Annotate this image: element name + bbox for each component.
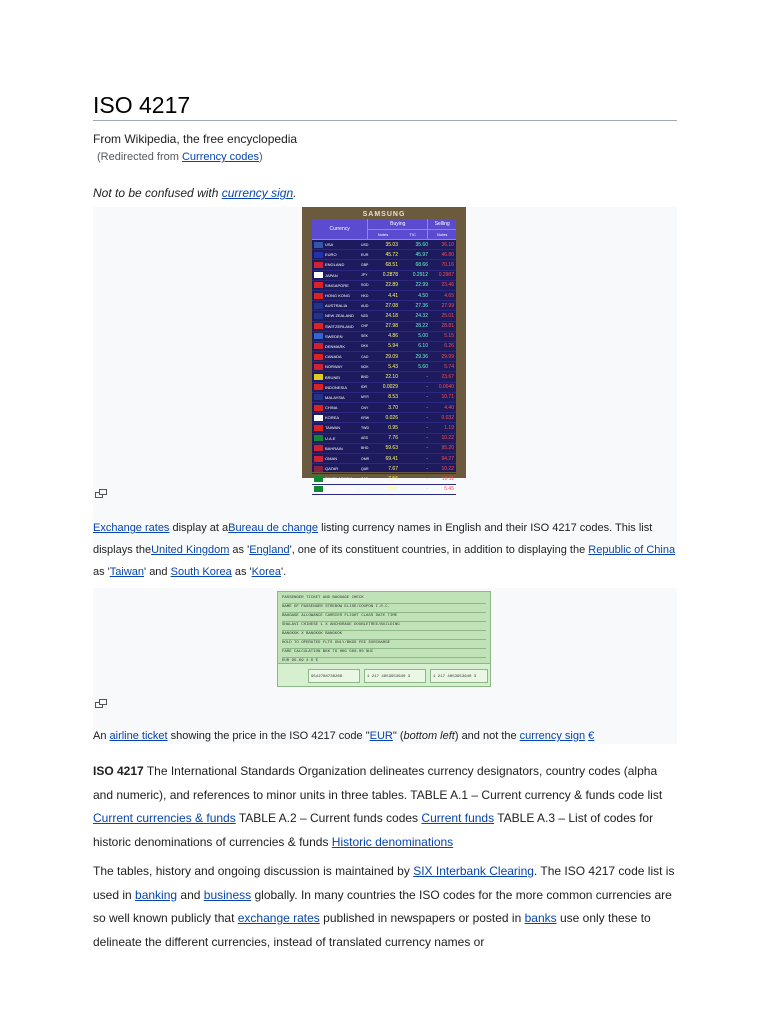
hatnote-link[interactable]: currency sign	[221, 186, 294, 200]
flag-icon	[314, 343, 323, 349]
board-currency-code: NZD	[361, 313, 369, 318]
board-row	[312, 474, 456, 484]
flag-icon	[314, 364, 323, 370]
board-currency-name: KOREA	[325, 415, 340, 421]
ticket-rule	[282, 630, 486, 631]
board-row	[312, 342, 456, 352]
board-currency-name: NEW ZEALAND	[325, 313, 354, 319]
board-currency-name: HONG KONG	[325, 293, 350, 299]
figure-caption-2	[93, 725, 677, 747]
board-currency-code: TWD	[361, 425, 369, 430]
board-currency-code: EUR	[361, 252, 369, 257]
board-currency-name: EURO	[325, 252, 337, 258]
board-currency-code: BHD	[361, 446, 369, 451]
board-row	[312, 352, 456, 362]
caption-link-south-korea[interactable]: South Korea	[170, 566, 232, 578]
board-currency-code: HKD	[361, 293, 369, 298]
board-currency-name: NORWAY	[325, 364, 343, 370]
flag-icon	[314, 476, 323, 482]
board-currency-code: DKK	[361, 344, 369, 349]
board-sell-notes: 10.22	[441, 465, 454, 472]
caption-link-england[interactable]: England	[249, 544, 290, 556]
flag-icon	[314, 354, 323, 360]
board-header-currency: Currency	[329, 226, 350, 232]
flag-icon	[314, 262, 323, 268]
board-currency-code: QAR	[361, 466, 369, 471]
board-currency-code: SGD	[361, 283, 369, 288]
board-row	[312, 311, 456, 321]
board-sell-notes: 23.46	[441, 282, 454, 289]
board-buy-tc: 6.10	[418, 343, 428, 350]
board-row	[312, 250, 456, 260]
ticket-line: SHALAVI CHINESE 1 X ANCHORAGE DOUBLETREE/BUILDING	[282, 623, 400, 627]
flag-icon	[314, 445, 323, 451]
board-screen	[312, 219, 456, 493]
caption-text: as '	[93, 566, 110, 578]
board-buy-notes: 0.95	[388, 424, 398, 431]
board-buy-notes: 27.98	[385, 323, 398, 330]
link-business[interactable]: business	[203, 887, 252, 902]
board-sell-notes: 0.0040	[438, 384, 454, 391]
board-currency-code: AUD	[361, 303, 369, 308]
board-header-selling: Selling	[428, 219, 456, 230]
ticket-line: NAME OF PASSENGER STREBOW ELISE/COUPON I.R.C.	[282, 605, 391, 609]
board-sell-notes: 94.27	[441, 455, 454, 462]
board-currency-name: USA	[325, 242, 334, 248]
caption-italic: bottom left	[403, 730, 455, 742]
paragraph-text: TABLE A.3 – List of codes for historic denominations of currencies & funds	[93, 811, 654, 849]
bold-term: ISO 4217	[93, 764, 144, 778]
link-current-funds[interactable]: Current funds	[421, 811, 495, 825]
link-banks[interactable]: banks	[524, 911, 557, 925]
ticket-code-box: 1 217 4853953640 3	[364, 669, 426, 683]
board-currency-name: MALAYSIA	[325, 394, 345, 400]
site-tagline: From Wikipedia, the free encyclopedia	[93, 132, 298, 146]
hatnote-suffix: .	[293, 186, 297, 200]
board-buy-tc: 4.50	[418, 292, 428, 299]
board-header-buying-sub	[368, 230, 427, 239]
board-header-notes: Notes	[377, 232, 389, 237]
board-sell-notes: 5.15	[444, 333, 454, 340]
caption-link-currency-sign[interactable]: currency sign	[519, 730, 586, 742]
board-sell-notes: 46.80	[441, 251, 454, 258]
board-rows	[312, 240, 456, 495]
caption-link-exchange-rates[interactable]: Exchange rates	[93, 522, 170, 534]
board-buy-tc: -	[426, 486, 428, 493]
paragraph-text: The International Standards Organization delineates currency designators, country codes (alpha and numeric), and references to minor units in three tables. TABLE A.1 – Current currency & funds code list	[93, 764, 663, 802]
board-sell-notes: 70.16	[441, 261, 454, 268]
redirect-prefix: (Redirected from	[97, 151, 182, 163]
board-header	[312, 219, 456, 240]
caption-link-republic-of-china[interactable]: Republic of China	[588, 544, 676, 556]
board-buy-notes: 7.76	[388, 435, 398, 442]
board-sell-notes: 25.01	[441, 312, 454, 319]
board-buy-tc: -	[426, 414, 428, 421]
board-row	[312, 260, 456, 270]
board-buy-notes: 0.0029	[382, 384, 398, 391]
board-row	[312, 322, 456, 332]
board-buy-tc: 5.60	[418, 363, 428, 370]
flag-icon	[314, 435, 323, 441]
flag-icon	[314, 456, 323, 462]
enlarge-icon[interactable]	[95, 489, 108, 498]
link-exchange-rates[interactable]: exchange rates	[237, 911, 320, 925]
board-buy-tc: 45.97	[415, 251, 428, 258]
board-row	[312, 413, 456, 423]
board-currency-code: CAD	[361, 354, 369, 359]
board-currency-name: SOUTH AFRICA	[325, 486, 355, 492]
ticket-line: HOLD TO OPERATED FLTS ONLY/BKGS FEE SURCHARGE	[282, 641, 391, 645]
page-title: ISO 4217	[93, 92, 191, 118]
board-currency-name: SWEDEN	[325, 333, 343, 339]
board-sell-notes: 0.032	[441, 414, 454, 421]
caption-link-airline-ticket[interactable]: airline ticket	[109, 730, 168, 742]
board-buy-notes: 68.51	[385, 261, 398, 268]
board-sell-notes: 10.11	[441, 475, 454, 482]
caption-link-taiwan[interactable]: Taiwan	[109, 566, 145, 578]
caption-text: ' and	[144, 566, 171, 578]
ticket-rule	[282, 657, 486, 658]
board-buy-notes: 69.41	[385, 455, 398, 462]
redirect-link[interactable]: Currency codes	[181, 151, 260, 163]
board-buy-tc: -	[426, 374, 428, 381]
board-header-notes-2: Notes	[436, 232, 448, 237]
board-currency-name: ENGLAND	[325, 262, 345, 268]
board-buy-tc: -	[426, 445, 428, 452]
board-row	[312, 271, 456, 281]
enlarge-icon[interactable]	[95, 699, 108, 708]
board-currency-code: MYR	[361, 395, 369, 400]
ticket-rule	[282, 612, 486, 613]
flag-icon	[314, 466, 323, 472]
board-buy-tc: 35.60	[415, 241, 428, 248]
board-currency-code: OMR	[361, 456, 370, 461]
board-buy-tc: 28.22	[415, 323, 428, 330]
board-buy-tc: -	[426, 384, 428, 391]
board-sell-notes: 4.40	[444, 404, 454, 411]
board-currency-name: INDONESIA	[325, 384, 348, 390]
flag-icon	[314, 303, 323, 309]
link-six-interbank-clearing[interactable]: SIX Interbank Clearing	[413, 864, 534, 878]
flag-icon	[314, 293, 323, 299]
board-currency-code: IDR	[361, 385, 368, 390]
flag-icon	[314, 405, 323, 411]
paragraph-text: and	[177, 887, 204, 902]
board-header-selling-sub	[428, 230, 456, 239]
board-buy-notes: 5.94	[388, 343, 398, 350]
board-sell-notes: 0.2987	[438, 272, 454, 279]
board-row	[312, 362, 456, 372]
board-buy-notes: 29.09	[385, 353, 398, 360]
ticket-rule	[282, 639, 486, 640]
flag-icon	[314, 242, 323, 248]
ticket-rule	[282, 603, 486, 604]
ticket-line: EUR 95.69 4 0 E	[282, 659, 319, 663]
board-buy-tc: 27.36	[415, 302, 428, 309]
board-currency-name: SAUDI ARABIA	[325, 476, 353, 482]
redirect-notice	[97, 151, 263, 163]
board-sell-notes: 27.99	[441, 302, 454, 309]
flag-icon	[314, 333, 323, 339]
board-currency-name: BAHRAIN	[325, 445, 343, 451]
board-currency-code: CNY	[361, 405, 369, 410]
link-historic-denominations[interactable]: Historic denominations	[331, 834, 454, 849]
board-brand: SAMSUNG	[362, 211, 406, 218]
board-row	[312, 372, 456, 382]
board-row	[312, 444, 456, 454]
paragraph-text: TABLE A.2 – Current funds codes	[235, 811, 422, 825]
board-currency-code: SEK	[361, 334, 369, 339]
board-buy-tc: -	[426, 465, 428, 472]
caption-link-eur[interactable]: EUR	[369, 730, 393, 742]
board-sell-notes: 4.65	[444, 292, 454, 299]
board-currency-code: SAR	[361, 476, 369, 481]
board-currency-code: USD	[361, 242, 369, 247]
board-buy-notes: 22.10	[385, 374, 398, 381]
board-sell-notes: 36.10	[441, 241, 454, 248]
caption-text: ) and not the	[454, 730, 520, 742]
board-buy-notes: 5.43	[388, 363, 398, 370]
board-currency-name: JAPAN	[325, 272, 338, 278]
caption-text: as '	[231, 566, 252, 578]
hatnote	[93, 186, 296, 200]
paragraph-text: published in newspapers or posted in	[319, 911, 525, 925]
board-buy-notes: 22.89	[385, 282, 398, 289]
board-row	[312, 301, 456, 311]
board-header-buying-group	[367, 219, 427, 239]
board-currency-name: SINGAPORE	[325, 282, 349, 288]
paragraph-text: use only these to delineate the different currencies, instead of translated currency names or	[93, 911, 651, 949]
flag-icon	[314, 394, 323, 400]
ticket-rule	[282, 648, 486, 649]
board-buy-tc: 29.36	[415, 353, 428, 360]
caption-text: listing currency names in English and their ISO 4217 codes. This list displays the	[93, 522, 653, 556]
caption-link-korea[interactable]: Korea	[251, 566, 281, 578]
board-sell-notes: 1.19	[444, 424, 454, 431]
ticket-code-box: 9542788736268	[308, 669, 360, 683]
board-row	[312, 403, 456, 413]
caption-text: '.	[280, 566, 287, 578]
board-buy-notes: 0.2878	[382, 272, 398, 279]
flag-icon	[314, 425, 323, 431]
board-sell-notes: 6.26	[444, 343, 454, 350]
caption-text: An	[93, 730, 110, 742]
paragraph-intro	[93, 760, 677, 854]
thumbnail-exchange-board	[93, 207, 677, 578]
hatnote-prefix: Not to be confused with	[93, 186, 222, 200]
caption-link-bureau-de-change[interactable]: Bureau de change	[228, 522, 319, 534]
board-buy-tc: -	[426, 475, 428, 482]
link-banking[interactable]: banking	[135, 887, 178, 902]
ticket-rule	[282, 621, 486, 622]
link-current-currencies[interactable]: Current currencies & funds	[93, 811, 236, 825]
board-row	[312, 485, 456, 495]
board-sell-notes: 29.99	[441, 353, 454, 360]
redirect-suffix: )	[259, 151, 263, 163]
paragraph-text: . The ISO 4217 code list is used in	[93, 864, 675, 902]
board-buy-tc: -	[426, 435, 428, 442]
ticket-line: BANGKOK X BANGKOK BANGKOK	[282, 632, 343, 636]
board-currency-code: AED	[361, 436, 369, 441]
ticket-line: BAGGAGE ALLOWANCE CARRIER FLIGHT CLASS DATE TIME	[282, 614, 398, 618]
flag-icon	[314, 323, 323, 329]
board-currency-code: KRW	[361, 415, 370, 420]
board-buy-notes: 7.67	[388, 465, 398, 472]
board-buy-tc: -	[426, 404, 428, 411]
board-buy-notes: 3.65	[388, 486, 398, 493]
board-buy-notes: 4.41	[388, 292, 398, 299]
board-row	[312, 291, 456, 301]
board-sell-notes: 5.45	[444, 486, 454, 493]
board-buy-notes: 35.03	[385, 241, 398, 248]
board-sell-notes: 5.74	[444, 363, 454, 370]
board-header-tc: T/C	[409, 232, 416, 237]
board-sell-notes: 28.81	[441, 323, 454, 330]
board-header-selling-group	[427, 219, 456, 239]
board-header-buying: Buying	[368, 219, 427, 230]
flag-icon	[314, 486, 323, 492]
board-row	[312, 383, 456, 393]
paragraph-text: globally. In many countries the ISO codes for the more common currencies are so well known publicly that	[93, 887, 672, 925]
caption-text: as '	[229, 544, 250, 556]
board-buy-tc: -	[426, 424, 428, 431]
board-row	[312, 454, 456, 464]
board-sell-notes: 23.67	[441, 374, 454, 381]
board-row	[312, 434, 456, 444]
board-sell-notes: 95.20	[441, 445, 454, 452]
flag-icon	[314, 415, 323, 421]
board-buy-tc: 22.99	[415, 282, 428, 289]
flag-icon	[314, 282, 323, 288]
board-currency-name: CHINA	[325, 405, 338, 411]
board-currency-name: QATAR	[325, 466, 339, 472]
board-buy-notes: 7.56	[388, 475, 398, 482]
board-buy-notes: 0.026	[385, 414, 398, 421]
board-buy-tc: 24.32	[415, 312, 428, 319]
board-buy-notes: 4.86	[388, 333, 398, 340]
caption-link-united-kingdom[interactable]: United Kingdom	[151, 544, 230, 556]
board-row	[312, 240, 456, 250]
board-buy-notes: 24.18	[385, 312, 398, 319]
board-currency-name: U.A.E	[325, 435, 336, 441]
ticket-code-box: 1 217 4853953640 3	[430, 669, 488, 683]
board-row	[312, 281, 456, 291]
thumbnail-airline-ticket	[93, 588, 677, 744]
board-buy-tc: 5.00	[418, 333, 428, 340]
board-currency-name: DENMARK	[325, 343, 346, 349]
board-currency-name: AUSTRALIA	[325, 303, 348, 309]
flag-icon	[314, 272, 323, 278]
exchange-rate-board-image[interactable]	[302, 207, 466, 493]
board-row	[312, 464, 456, 474]
flag-icon	[314, 313, 323, 319]
board-row	[312, 393, 456, 403]
ticket-line: PASSENGER TICKET AND BAGGAGE CHECK	[282, 596, 364, 600]
board-sell-notes: 10.71	[441, 394, 454, 401]
board-buy-tc: 0.2912	[412, 272, 428, 279]
board-currency-code: JPY	[361, 273, 368, 278]
board-row	[312, 332, 456, 342]
board-buy-tc: -	[426, 455, 428, 462]
board-currency-name: CANADA	[325, 354, 342, 360]
board-buy-notes: 27.08	[385, 302, 398, 309]
ticket-line: FARE CALCULATION BKK TG HKG 500.00 NUC	[282, 650, 374, 654]
board-currency-code: NOK	[361, 364, 369, 369]
caption-text: showing the price in the ISO 4217 code "	[167, 730, 370, 742]
board-buy-notes: 8.53	[388, 394, 398, 401]
board-buy-tc: -	[426, 394, 428, 401]
paragraph-text: The tables, history and ongoing discussion is maintained by	[93, 864, 414, 878]
board-currency-name: TAIWAN	[325, 425, 341, 431]
board-currency-name: SWITZERLAND	[325, 323, 354, 329]
board-row	[312, 423, 456, 433]
board-buy-notes: 59.63	[385, 445, 398, 452]
airline-ticket-image[interactable]	[277, 591, 491, 687]
flag-icon	[314, 252, 323, 258]
board-currency-name: BRUNEI	[325, 374, 341, 380]
caption-text: " (	[392, 730, 404, 742]
paragraph-maintenance	[93, 860, 677, 954]
flag-icon	[314, 384, 323, 390]
caption-link-euro-sign[interactable]: €	[588, 730, 595, 742]
board-buy-notes: 45.72	[385, 251, 398, 258]
board-buy-tc: 68.66	[415, 261, 428, 268]
board-currency-code: BND	[361, 375, 369, 380]
board-currency-code: CHF	[361, 324, 369, 329]
flag-icon	[314, 374, 323, 380]
title-divider	[93, 120, 677, 121]
board-buy-notes: 3.70	[388, 404, 398, 411]
caption-text: display at a	[169, 522, 229, 534]
caption-text: ', one of its constituent countries, in addition to displaying the	[289, 544, 589, 556]
ticket-footer	[278, 663, 490, 686]
board-currency-code: GBP	[361, 262, 369, 267]
board-currency-code: ZAR	[361, 487, 368, 492]
board-currency-name: OMAN	[325, 456, 337, 462]
figure-caption-1	[93, 517, 677, 583]
board-sell-notes: 10.22	[441, 435, 454, 442]
